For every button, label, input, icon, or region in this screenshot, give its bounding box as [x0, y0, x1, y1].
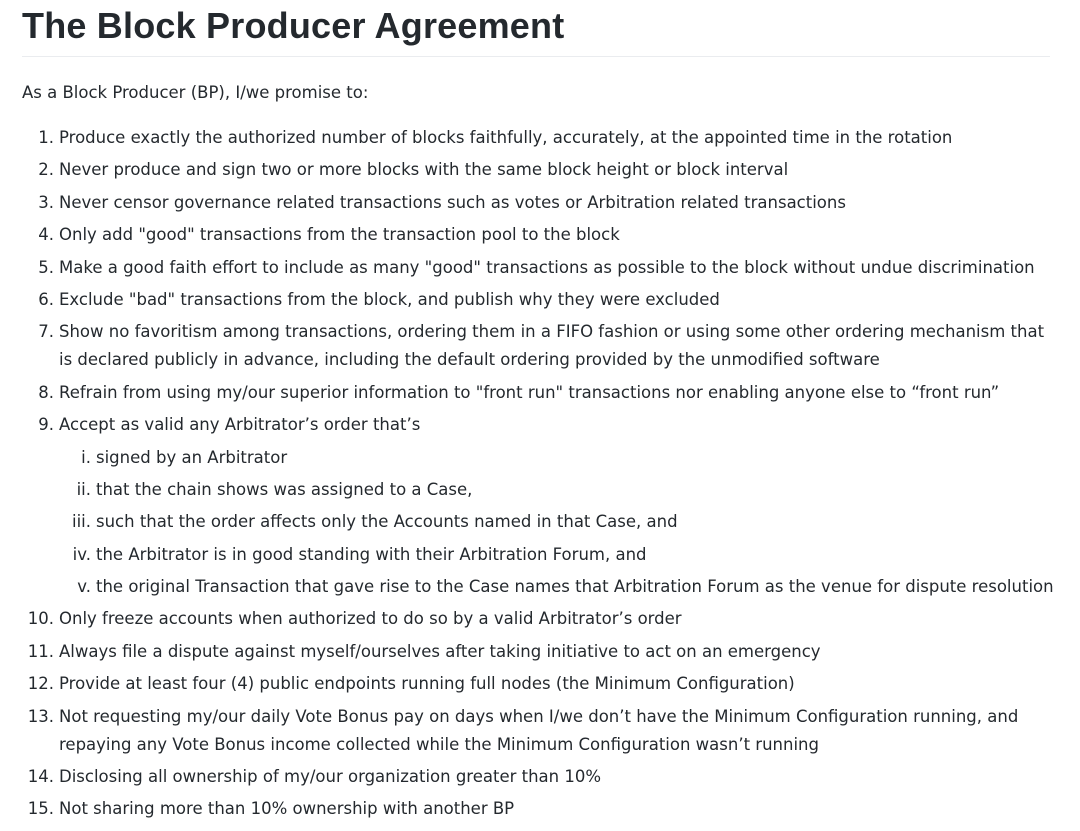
sub-list-item [59, 476, 1058, 504]
title-divider [22, 56, 1050, 57]
page-title: The Block Producer Agreement [22, 5, 565, 46]
sub-list-item-text: the original Transaction that gave rise to the Case names that Arbitration Forum as the venue for dispute resolution [96, 577, 1054, 597]
list-item [22, 156, 1058, 184]
list-item-number: 8. [38, 382, 54, 402]
list-item [22, 221, 1058, 249]
list-item-text: Provide at least four (4) public endpoints running full nodes (the Minimum Configuration) [59, 674, 795, 694]
list-item-number: 3. [38, 192, 54, 212]
list-item [22, 795, 1058, 823]
list-item-number: 6. [38, 289, 54, 309]
list-item [22, 379, 1058, 407]
list-item-number: 13. [27, 706, 54, 726]
sub-list-item-text: the Arbitrator is in good standing with their Arbitration Forum, and [96, 544, 647, 564]
list-item-text: Make a good faith effort to include as many "good" transactions as possible to the block without undue discrimination [59, 257, 1035, 277]
list-item [22, 763, 1058, 791]
sub-list-item-number: v. [77, 577, 91, 597]
list-item-text: Show no favoritism among transactions, ordering them in a FIFO fashion or using some other ordering mechanism that is declared publicly in advance, including the default ordering provided by the unmodified software [59, 322, 1045, 370]
sub-list-item [59, 573, 1058, 601]
list-item [22, 411, 1058, 601]
list-item [22, 703, 1058, 759]
list-item [22, 670, 1058, 698]
list-item-number: 14. [27, 767, 54, 787]
sub-list [59, 444, 1058, 602]
sub-list-item-text: that the chain shows was assigned to a Case, [96, 479, 473, 499]
list-item-number: 5. [38, 257, 54, 277]
sub-list-item [59, 508, 1058, 536]
list-item [22, 605, 1058, 633]
list-item-number: 4. [38, 225, 54, 245]
list-item-text: Disclosing all ownership of my/our organization greater than 10% [59, 767, 602, 787]
list-item [22, 124, 1058, 152]
list-item-number: 11. [27, 641, 54, 661]
agreement-list [22, 124, 1058, 823]
list-item-text: Produce exactly the authorized number of blocks faithfully, accurately, at the appointed time in the rotation [59, 128, 953, 147]
intro-text: As a Block Producer (BP), I/we promise to: [22, 83, 369, 102]
document-body [22, 0, 1058, 828]
list-item-text: Accept as valid any Arbitrator’s order that’s [59, 415, 421, 435]
sub-list-item-text: signed by an Arbitrator [96, 447, 288, 467]
sub-list-item-number: iii. [72, 512, 91, 532]
list-item-text: Exclude "bad" transactions from the block, and publish why they were excluded [59, 289, 720, 309]
list-item-text: Not sharing more than 10% ownership with another BP [59, 799, 515, 819]
list-item [22, 638, 1058, 666]
sub-list-item-text: such that the order affects only the Accounts named in that Case, and [96, 512, 678, 532]
sub-list-item [59, 444, 1058, 472]
sub-list-item-number: ii. [76, 479, 91, 499]
list-item-number: 15. [27, 799, 54, 819]
list-item [22, 286, 1058, 314]
list-item [22, 189, 1058, 217]
list-item-number: 1. [38, 128, 54, 147]
list-item-text: Only add "good" transactions from the transaction pool to the block [59, 225, 620, 245]
list-item-number: 12. [27, 674, 54, 694]
list-item-text: Not requesting my/our daily Vote Bonus pay on days when I/we don’t have the Minimum Configuration running, and repaying any Vote Bonus income collected while the Minimum Configuration wasn’t running [59, 706, 1019, 754]
list-item-number: 9. [38, 415, 54, 435]
sub-list-item-number: i. [81, 447, 91, 467]
sub-list-item [59, 541, 1058, 569]
list-item-text: Refrain from using my/our superior information to "front run" transactions nor enabling anyone else to “front run” [59, 382, 1000, 402]
sub-list-item-number: iv. [72, 544, 91, 564]
list-item-text: Never censor governance related transactions such as votes or Arbitration related transactions [59, 192, 846, 212]
list-item-number: 2. [38, 160, 54, 180]
list-item-text: Always file a dispute against myself/ourselves after taking initiative to act on an emergency [59, 641, 821, 661]
list-item-number: 10. [27, 609, 54, 629]
list-item [22, 254, 1058, 282]
list-item-text: Never produce and sign two or more blocks with the same block height or block interval [59, 160, 789, 180]
list-item [22, 318, 1058, 374]
list-item-number: 7. [38, 322, 54, 342]
list-item-text: Only freeze accounts when authorized to do so by a valid Arbitrator’s order [59, 609, 682, 629]
